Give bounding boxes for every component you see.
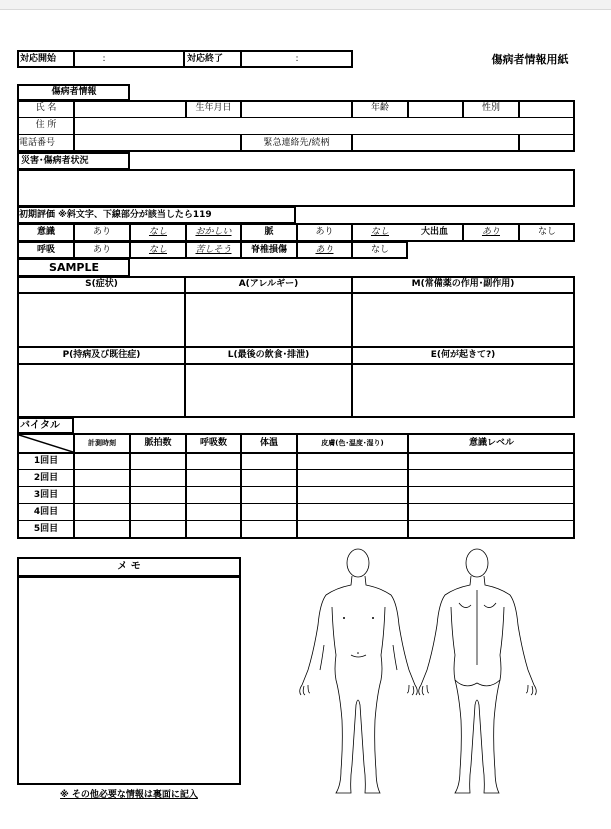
sample-label: SAMPLE	[49, 261, 99, 274]
vitals-row-label: 2回目	[33, 472, 59, 483]
sample-a-header: A(アレルギー)	[238, 279, 299, 289]
vitals-header-pulse: 脈拍数	[144, 438, 172, 448]
vitals-header-respiration: 呼吸数	[199, 438, 227, 448]
vitals-label: バイタル	[20, 419, 60, 431]
page-top-strip	[0, 0, 611, 10]
patient-section-label: 傷病者情報	[51, 87, 97, 97]
birth-field[interactable]	[242, 101, 351, 116]
vitals-header-consciousness: 意識レベル	[468, 438, 514, 448]
form-title: 傷病者情報用紙	[491, 52, 569, 66]
vitals-row-label: 1回目	[33, 455, 59, 466]
breathing-yes[interactable]: あり	[92, 244, 111, 255]
front-body-figure	[296, 545, 421, 805]
start-label: 対応開始	[20, 53, 57, 64]
sample-s-field[interactable]	[19, 294, 184, 346]
spinal-injury-yes[interactable]: あり	[315, 244, 334, 255]
pulse-label: 脈	[264, 227, 274, 237]
disaster-label: 災害･傷病者状況	[21, 155, 89, 166]
phone-field[interactable]	[75, 135, 240, 151]
name-field[interactable]	[75, 101, 185, 116]
consciousness-label: 意識	[36, 227, 55, 237]
address-field[interactable]	[75, 118, 573, 133]
start-time-field[interactable]: :	[102, 53, 106, 64]
consciousness-no[interactable]: なし	[148, 227, 167, 237]
breathing-no[interactable]: なし	[148, 244, 167, 255]
end-label: 対応終了	[187, 53, 224, 64]
back-body-figure	[415, 545, 540, 805]
sample-p-field[interactable]	[19, 365, 184, 417]
memo-footnote: ※ その他必要な情報は裏面に記入	[60, 789, 198, 800]
sample-l-header: L(最後の飲食･排泄)	[227, 350, 310, 360]
sex-field[interactable]	[520, 101, 574, 116]
birth-label: 生年月日	[195, 103, 232, 113]
sample-s-header: S(症状)	[85, 279, 118, 289]
consciousness-yes[interactable]: あり	[92, 227, 111, 237]
name-label: 氏 名	[35, 103, 57, 113]
emergency-label: 緊急連絡先/続柄	[263, 137, 330, 148]
vitals-header-time: 計測時刻	[88, 439, 116, 447]
vitals-header-skin: 皮膚(色･温度･湿り)	[321, 439, 384, 447]
consciousness-abnormal[interactable]: おかしい	[195, 227, 232, 237]
sex-label: 性別	[481, 103, 500, 113]
disaster-field[interactable]	[17, 169, 575, 207]
breathing-labored[interactable]: 苦しそう	[195, 244, 232, 255]
vitals-row-label: 5回目	[33, 524, 59, 534]
initial-label: 初期評価 ※斜文字、下線部分が該当したら119	[19, 209, 212, 220]
vitals-row-label: 4回目	[33, 506, 59, 517]
sample-e-field[interactable]	[353, 365, 573, 417]
phone-label: 電話番号	[19, 137, 56, 148]
address-label: 住 所	[35, 120, 57, 130]
vitals-corner-diagonal	[19, 435, 73, 452]
emergency-field[interactable]	[353, 135, 518, 151]
sample-l-field[interactable]	[186, 365, 351, 417]
pulse-yes[interactable]: あり	[315, 227, 334, 237]
major-bleeding-no[interactable]: なし	[537, 227, 556, 237]
major-bleeding-label: 大出血	[420, 227, 448, 237]
end-time-field[interactable]: :	[295, 53, 299, 64]
memo-label: メ モ	[117, 561, 141, 572]
pulse-no[interactable]: なし	[370, 227, 389, 237]
age-field[interactable]	[409, 101, 462, 116]
vitals-row-label: 3回目	[33, 489, 59, 500]
sample-a-field[interactable]	[186, 294, 351, 346]
memo-field[interactable]	[17, 576, 241, 785]
breathing-label: 呼吸	[36, 244, 55, 255]
sample-p-header: P(持病及び既往症)	[62, 350, 141, 360]
sample-e-header: E(何が起きて?)	[430, 350, 496, 360]
vitals-header-temperature: 体温	[259, 438, 278, 448]
major-bleeding-yes[interactable]: あり	[481, 227, 500, 237]
sample-m-header: M(常備薬の作用･副作用)	[411, 279, 515, 289]
sample-m-field[interactable]	[353, 294, 573, 346]
spinal-injury-label: 脊椎損傷	[250, 244, 287, 255]
age-label: 年齢	[370, 103, 389, 113]
spinal-injury-no[interactable]: なし	[370, 244, 389, 255]
